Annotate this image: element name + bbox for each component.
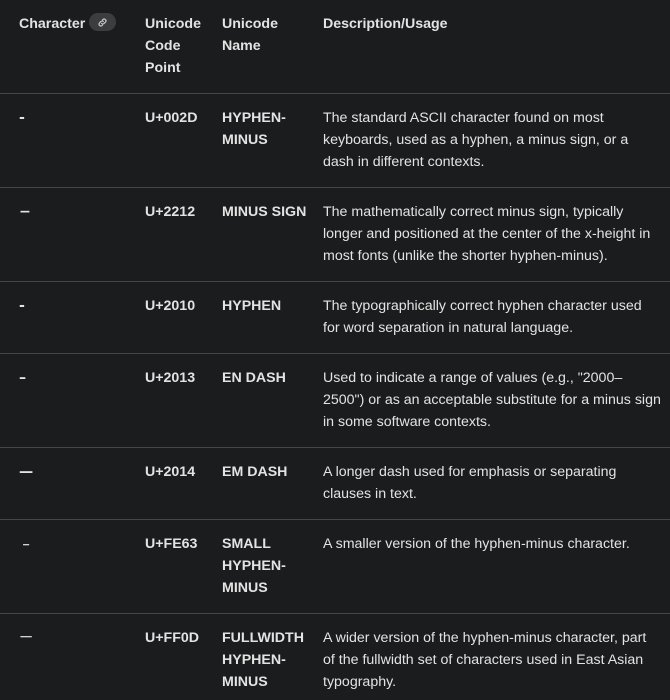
cell-description: The typographically correct hyphen character used for word separation in natural language. <box>315 282 670 354</box>
table-row <box>0 448 670 520</box>
cell-description: Used to indicate a range of values (e.g., "2000–2500") or as an acceptable substitute for a minus sign in some software contexts. <box>315 354 670 448</box>
cell-character: − <box>0 188 137 282</box>
header-name: Unicode Name <box>214 0 315 94</box>
table-row <box>0 354 670 448</box>
cell-character: ﹣ <box>0 520 137 614</box>
cell-code-point: U+2212 <box>137 188 214 282</box>
cell-description: A longer dash used for emphasis or separating clauses in text. <box>315 448 670 520</box>
cell-code-point: U+2013 <box>137 354 214 448</box>
cell-name: HYPHEN-MINUS <box>214 94 315 188</box>
header-character <box>0 0 137 94</box>
header-character-label: Character <box>19 16 86 32</box>
cell-code-point: U+FE63 <box>137 520 214 614</box>
cell-code-point: U+FF0D <box>137 614 214 700</box>
cell-name: HYPHEN <box>214 282 315 354</box>
table-row <box>0 520 670 614</box>
cell-character: ‐ <box>0 282 137 354</box>
cell-code-point: U+2010 <box>137 282 214 354</box>
cell-name: EM DASH <box>214 448 315 520</box>
cell-name: EN DASH <box>214 354 315 448</box>
cell-code-point: U+002D <box>137 94 214 188</box>
cell-character: － <box>0 614 137 700</box>
table-row <box>0 282 670 354</box>
cell-code-point: U+2014 <box>137 448 214 520</box>
header-description: Description/Usage <box>315 0 670 94</box>
cell-description: The standard ASCII character found on most keyboards, used as a hyphen, a minus sign, or a dash in different contexts. <box>315 94 670 188</box>
table-row <box>0 188 670 282</box>
cell-character: — <box>0 448 137 520</box>
cell-name: SMALL HYPHEN-MINUS <box>214 520 315 614</box>
cell-description: The mathematically correct minus sign, typically longer and positioned at the center of the x-height in most fonts (unlike the shorter hyphen-minus). <box>315 188 670 282</box>
cell-description: A wider version of the hyphen-minus character, part of the fullwidth set of characters used in East Asian typography. <box>315 614 670 700</box>
header-code-point: Unicode Code Point <box>137 0 214 94</box>
table-header-row <box>0 0 670 94</box>
table-row <box>0 614 670 700</box>
cell-description: A smaller version of the hyphen-minus character. <box>315 520 670 614</box>
cell-character: - <box>0 94 137 188</box>
link-icon[interactable] <box>89 13 116 31</box>
cell-name: MINUS SIGN <box>214 188 315 282</box>
table-row <box>0 94 670 188</box>
cell-character: – <box>0 354 137 448</box>
cell-name: FULLWIDTH HYPHEN-MINUS <box>214 614 315 700</box>
